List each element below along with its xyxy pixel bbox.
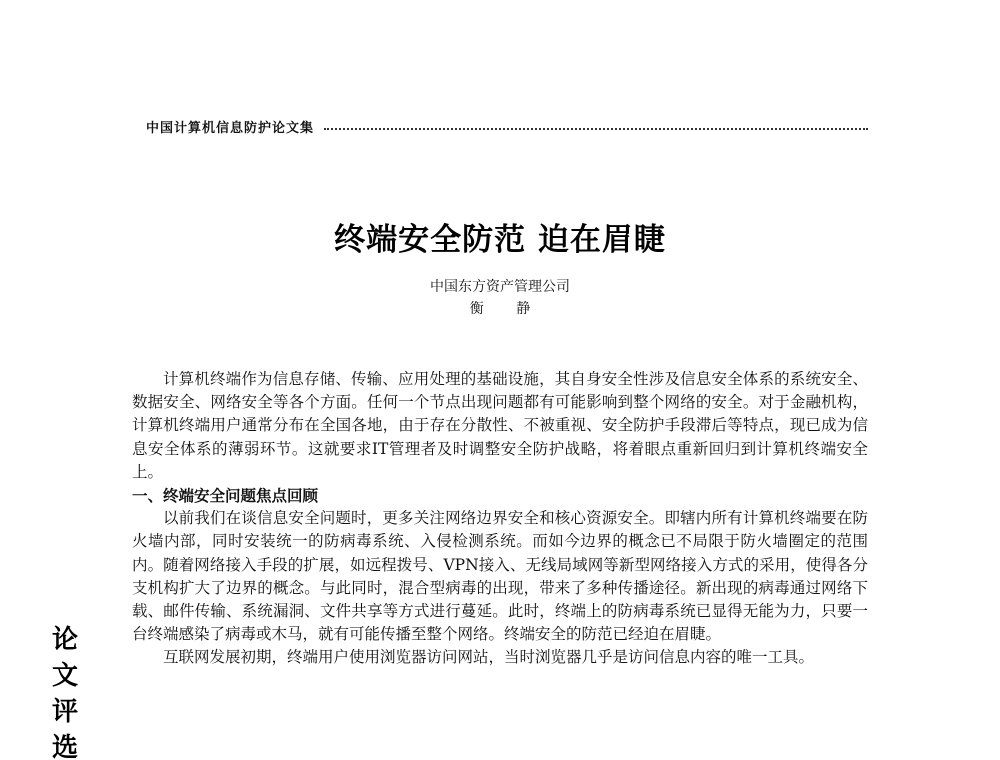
running-header [146, 116, 868, 136]
article-body [132, 368, 868, 670]
side-label-vertical [50, 622, 80, 760]
section-paragraph: 互联网发展初期，终端用户使用浏览器访问网站，当时浏览器几乎是访问信息内容的唯一工具。 [163, 648, 815, 667]
section-heading: 一、终端安全问题焦点回顾 [132, 486, 319, 506]
side-label-char: 论 [51, 625, 78, 655]
author-name: 衡 静 [469, 301, 545, 317]
side-label-char: 选 [51, 733, 78, 760]
author-affiliation: 中国东方资产管理公司 [430, 279, 570, 295]
running-header-dotted-leader [324, 128, 868, 130]
article-title: 终端安全防范 迫在眉睫 [334, 222, 666, 258]
side-label-char: 评 [51, 697, 78, 727]
side-label-char: 文 [51, 661, 78, 691]
intro-paragraph: 计算机终端作为信息存储、传输、应用处理的基础设施，其自身安全性涉及信息安全体系的系统安全、数据安全、网络安全等各个方面。任何一个节点出现问题都有可能影响到整个网络的安全。对于金融机构，计算机终端用户通常分布在全国各地，由于存在分散性、不被重视、安全防护手段滞后等特点，现已成为信息安全体系的薄弱环节。这就要求IT管理者及时调整安全防护战略，将着眼点重新回归到计算机终端安全上。 [132, 370, 868, 481]
running-header-title: 中国计算机信息防护论文集 [146, 120, 315, 136]
section-paragraph: 以前我们在谈信息安全问题时，更多关注网络边界安全和核心资源安全。即辖内所有计算机终端要在防火墙内部，同时安装统一的防病毒系统、入侵检测系统。而如今边界的概念已不局限于防火墙圈定的范围内。随着网络接入手段的扩展，如远程拨号、VPN接入、无线局域网等新型网络接入方式的采用，使得各分支机构扩大了边界的概念。与此同时，混合型病毒的出现，带来了多种传播途径。新出现的病毒通过网络下载、邮件传输、系统漏洞、文件共享等方式进行蔓延。此时，终端上的防病毒系统已显得无能为力，只要一台终端感染了病毒或木马，就有可能传播至整个网络。终端安全的防范已经迫在眉睫。 [132, 509, 868, 644]
